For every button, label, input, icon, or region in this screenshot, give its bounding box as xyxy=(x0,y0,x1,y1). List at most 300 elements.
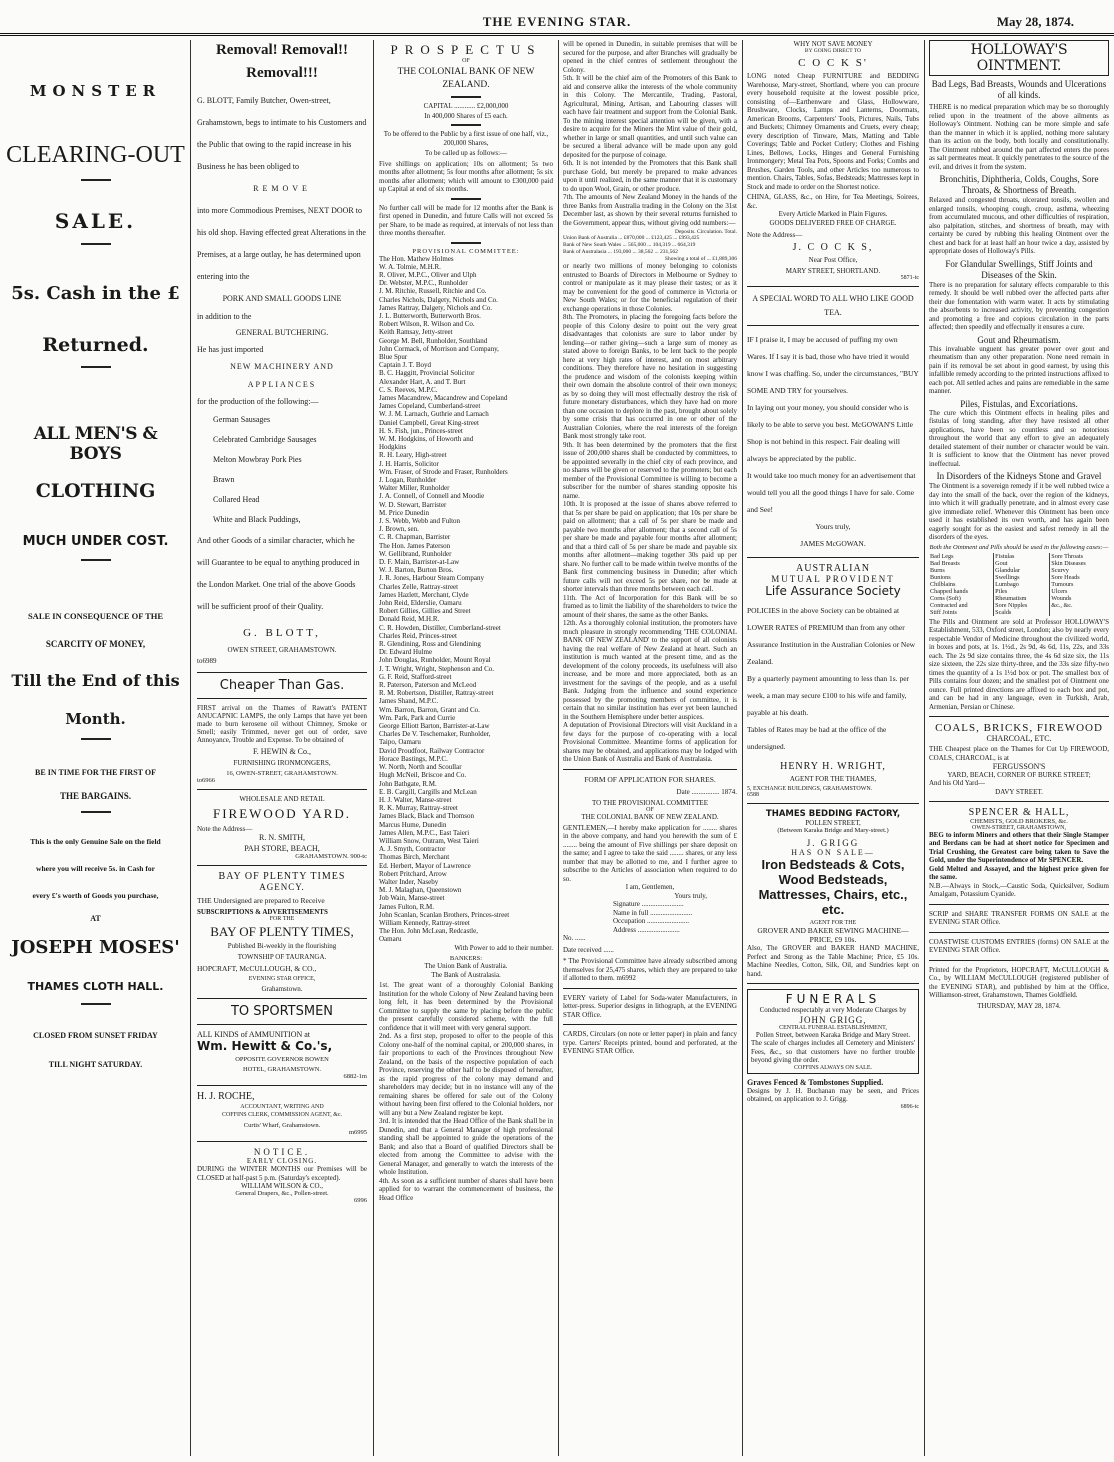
ad-text: Published Bi-weekly in the flourishing xyxy=(227,942,337,950)
ad-text: THE Undersigned are prepared to Receive xyxy=(197,896,325,905)
ad-text: G. BLOTT, Family Butcher, Owen-street, Grahamstown, begs to intimate to his Customers and the Public that owing to the rapid increase in his Business he has been obliged to xyxy=(197,96,367,171)
table-cell: Gout xyxy=(994,560,1050,567)
ad-heading: J. C O C K S, xyxy=(792,242,874,253)
list-item: Celebrated Cambridge Sausages xyxy=(213,435,317,444)
committee-member: John Douglas, Runholder, Mount Royal xyxy=(379,656,491,665)
divider xyxy=(563,988,737,989)
ad-text: OPPOSITE GOVERNOR BOWEN xyxy=(235,1056,329,1063)
divider xyxy=(929,716,1109,717)
table-row: Union Bank of Australia ... £870,000 ... £123,425 ... £993,425 xyxy=(563,235,700,241)
ad-heading: NOTICE. xyxy=(253,1147,311,1157)
imprint: Printed for the Proprietors, HOPCRAFT, McCULLOUGH & Co., by WILLIAM McCULLOUGH (registered publisher of the EVENING STAR), and published by him at the Office, Williamson-street, Grahamstown, Thames Goldfield. xyxy=(929,965,1109,999)
list-item: Brawn xyxy=(213,475,235,484)
body-text: 11th. The Act of Incorporation for this Bank will be so framed as to limit the liability of the shareholders to twice the amount of their shares, the same as the other Banks. xyxy=(563,593,737,619)
committee-member: B. C. Haggitt, Provincial Solicitor xyxy=(379,369,475,378)
ad-subheading: Gout and Rheumatism. xyxy=(977,334,1061,345)
ad-text: DAVY STREET. xyxy=(995,787,1043,796)
body-text: or nearly two millions of money belonging to colonists entrusted to Boards of Directors in Melbourne or Sydney to control or manipulate as it may please their tastes; or as it may be convenient for the good of commerce in Victoria or New South Wales; or for the beneficial regulation of their exchange operations in those Colonies. xyxy=(563,262,737,313)
table-cell: Contracted and xyxy=(930,601,968,609)
ad-text: CLOSED FROM SUNSET FRIDAY xyxy=(33,1031,158,1040)
divider xyxy=(81,559,111,561)
ad-text: AGENT FOR THE THAMES, xyxy=(789,775,877,783)
committee-member: J. M. Ritchie, Russell, Ritchie and Co. xyxy=(379,287,487,296)
ad-text: into more Commodious Premises, NEXT DOOR to his old shop. Having effected great Alterations in the Premises, at a large outlay, he has determined upon entering into the xyxy=(197,206,366,281)
ad-text: REMOVE xyxy=(253,184,311,193)
committee-member: James Rattray, Dalgety, Nichols and Co. xyxy=(379,303,493,312)
ad-address: 5, EXCHANGE BUILDINGS, GRAHAMSTOWN. xyxy=(747,786,873,792)
committee-heading: PROVISIONAL COMMITTEE: xyxy=(412,247,520,255)
body-text: To be offered to the Public by a first issue of one half, viz., 200,000 Shares, xyxy=(383,130,549,147)
committee-member: Wm. Fraser, of Strode and Fraser, Runholders xyxy=(379,467,508,476)
ad-text: N.B.—Always in Stock,—Caustic Soda, Quicksilver, Sodium Amalgam, Potassium Cyanide. xyxy=(929,881,1109,898)
ad-heading: SPENCER & HALL, xyxy=(968,806,1070,818)
ad-heading: CLEARING-OUT xyxy=(6,142,185,168)
committee-member: Donald Reid, M.H.R. xyxy=(379,615,440,624)
committee-member: David Proudfoot, Railway Contractor xyxy=(379,746,485,755)
ad-text: BY GOING DIRECT TO xyxy=(804,48,862,54)
ad-text: BEG to inform Miners and others that their Single Stamper and Berdans can be had at short notice for Specimen and Trial Crushing, the Greatest care being taken to Save the Gold, under the Superintendence of Mr SPENCER. xyxy=(929,830,1109,864)
ad-text: There is no preparation for salutary effects comparable to this remedy. It should be well rubbed over the affected parts after their due fomentation with warm water. It acts by stimulating the absorbents to increased activity, by preventing congestion and promoting a free and copious circulation in the parts affected; then speedily and effectually it ensures a cure. xyxy=(929,280,1109,331)
ad-text: CHEMISTS, GOLD BROKERS, &c. xyxy=(970,817,1068,825)
form-field: Occupation ........................ xyxy=(613,917,690,925)
table-cell: Glandular xyxy=(994,567,1050,574)
ad-heading: C O C K S' xyxy=(798,57,868,69)
ad-text: Also, The GROVER and BAKER HAND MACHINE, Perfect and Strong as the Table Machine; Price, £5 10s. Machine Needles, Cotton, Silk, Oil, and Sundries kept on hand. xyxy=(747,944,919,978)
ad-subheading: Piles, Fistulas, and Excoriations. xyxy=(960,398,1078,409)
table-cell: Piles xyxy=(994,588,1050,595)
ad-heading: BAY OF PLENTY TIMES xyxy=(218,871,346,882)
committee-member: M. J. Malaghan, Queenstown xyxy=(379,886,462,895)
form-to: TO THE PROVISIONAL COMMITTEE xyxy=(592,798,708,807)
committee-member: Hugh McNeil, Briscoe and Co. xyxy=(379,771,467,780)
ad-heading: THAMES CLOTH HALL. xyxy=(27,980,164,993)
form-text: Yours truly, xyxy=(674,891,707,900)
committee-member: Robert Pritchard, Arrow xyxy=(379,869,447,878)
table-cell: Chapped hands xyxy=(930,587,968,595)
ad-text: The scale of charges includes all Cemetery and Ministers' Fees, &c., so that customers have no further trouble beyond giving the order. xyxy=(751,1039,915,1064)
divider xyxy=(197,865,367,866)
ad-heading: THAMES BEDDING FACTORY, xyxy=(765,809,901,819)
imprint-date: THURSDAY, MAY 28, 1874. xyxy=(977,1001,1061,1010)
ad-text: The Pills and Ointment are sold at Professor HOLLOWAY'S Establishment, 533, Oxford street, London; also by nearly every respectable Vendor of Medicine throughout the civilized world, in boxes and pots, at 1s. 1½d., 2s 9d, 4s 6d, 11s, 22s, and 33s each. The 2s 9d size contains three, the 4s 6d size six, the 11s size sixteen, the 22s size thirty-three, and the 33s size fifty-two times the quantity of a 1s 1½d box or pot. The smallest box of Pills contains four dozen; and the smallest pot of Ointment one ounce. Full printed directions are affixed to each box and pot, and can be had in any language, even in Turkish, Arab, Armenian, Persian or Chinese. xyxy=(929,617,1109,711)
body-text: 1st. The great want of a thoroughly Colonial Banking Institution for the whole Colony of New Zealand having been long felt, it has been determined by the Provisional Committee to supply the same by placing before the public the present carefully considered scheme, with the full confidence that it will meet with very general support. xyxy=(379,981,553,1032)
ad-heading: A SPECIAL WORD TO ALL WHO LIKE GOOD TEA. xyxy=(752,294,914,317)
ad-heading: CLOTHING xyxy=(35,480,156,502)
ad-text: TOWNSHIP OF TAURANGA. xyxy=(237,953,327,961)
ad-text: AT xyxy=(90,914,101,923)
ad-text: COFFINS ALWAYS ON SALE. xyxy=(793,1064,872,1071)
committee-member: James Copeland, Cumberland-street xyxy=(379,402,481,411)
ad-heading: FUNERALS xyxy=(785,992,881,1006)
committee-member: Daniel Campbell, Great King-street xyxy=(379,418,479,427)
ad-text: And other Goods of a similar character, which he will Guarantee to be equal to anything produced in the London Market. One trial of the above Goods will be sufficient proof of their Quality. xyxy=(197,536,360,611)
mcgowan-ad xyxy=(747,331,919,552)
table-cell: Rheumatism xyxy=(994,595,1050,602)
committee-member: Charles De V. Teschemaker, Runholder, xyxy=(379,730,491,739)
committee-member: Blue Spur xyxy=(379,352,408,361)
ad-text: This is the only Genuine Sale on the field xyxy=(30,837,161,846)
committee-member: W. North, North and Scoullar xyxy=(379,763,462,772)
committee-member: Taipo, Oamaru xyxy=(379,738,421,747)
committee-member: Dr. Edward Hulme xyxy=(379,648,433,657)
table-cell: Corns (Soft) xyxy=(930,594,961,602)
table-cell: Tumours xyxy=(1050,581,1109,588)
ad-heading: Cheaper Than Gas. xyxy=(219,678,345,693)
divider xyxy=(81,243,111,245)
ad-ref: to6989 xyxy=(197,657,217,665)
ad-text: Near Post Office, xyxy=(808,256,858,264)
divider xyxy=(747,983,919,984)
ad-text: Curtis' Wharf, Grahamstown. xyxy=(243,1122,321,1129)
divider xyxy=(81,811,111,813)
body-text: Five shillings on application; 10s on allotment; 5s two months after allotment; 5s four months after allotment; 5s six months after allotment; which will amount to £300,000 paid up Capital at end of six months. xyxy=(379,159,553,193)
divider xyxy=(81,738,111,740)
committee-member: Job Wain, Manse-street xyxy=(379,894,445,903)
ad-text: Designs by J. H. Buchanan may be seen, and Prices obtained, on application to J. Grigg. xyxy=(747,1086,919,1103)
list-item: German Sausages xyxy=(213,415,271,424)
committee-member: James Fulton, R.M. xyxy=(379,902,435,911)
column-6-ads xyxy=(926,40,1112,1456)
committee-member: R. M. Robertson, Distiller, Rattray-street xyxy=(379,689,494,698)
table-row xyxy=(929,595,1109,602)
body-text: 8th. The Promoters, in placing the foregoing facts before the people of this Colony desire to point out the very great disadvantages that colonists are sure to labor under by lending—or rather giving—such a large sum of money as stated above to foreign Banks, to be lent back to the people here at very high rates of interest, and on most arbitrary conditions. They therefore have no hesitation in suggesting the prudence and wisdom of the colonists keeping within their own domain the absolute control of their own moneys; as by so doing they will most effectually destroy the risk of future monetary disturbances, which they have had on more than one occasion to deplore in the past, brought about solely by some crisis that has occurred in one or other of the Australian Colonies, where the real interests of the foreign Bank most strongly take root. xyxy=(563,313,737,440)
committee-member: Robert Gillies, Gillies and Street xyxy=(379,607,471,616)
ad-text: CARDS, Circulars (on note or letter paper) in plain and fancy type. Carters' Receipts printed, bound and perforated, at the EVENING STAR Office. xyxy=(563,1030,737,1055)
issue-date: May 28, 1874. xyxy=(996,14,1074,29)
divider xyxy=(197,789,367,790)
ad-heading: Removal! Removal!! xyxy=(215,42,349,58)
ad-heading: MUTUAL PROVIDENT xyxy=(771,574,895,584)
ad-heading: CHARCOAL, ETC. xyxy=(986,734,1052,743)
committee-member: The Hon. Mathew Holmes xyxy=(379,254,454,263)
divider xyxy=(929,904,1109,905)
ad-heading: HOLLOWAY'S OINTMENT. xyxy=(970,42,1068,74)
divider xyxy=(747,803,919,804)
ad-text: EVENING STAR OFFICE, xyxy=(248,976,316,982)
committee-member: E. B. Cargill, Cargills and McLean xyxy=(379,787,477,796)
form-to: OF xyxy=(646,806,654,813)
ad-heading: WHY NOT SAVE MONEY xyxy=(793,40,873,48)
ad-text: Tables of Rates may be had at the office of the undersigned. xyxy=(747,725,887,751)
blott-ad xyxy=(197,90,367,667)
ad-text: WHOLESALE AND RETAIL xyxy=(239,795,325,803)
ad-text: Note the Address— xyxy=(197,825,253,833)
committee-member: William Kennedy, Rattray-street xyxy=(379,918,470,927)
divider xyxy=(197,1024,367,1025)
ad-heading: Removal!!! xyxy=(246,65,318,81)
divider xyxy=(929,960,1109,961)
prospectus-of: OF xyxy=(462,58,470,64)
ad-text: THE Cheapest place on the Thames for Cut Up FIREWOOD, COALS, CHARCOAL, is at xyxy=(929,745,1109,762)
table-cell: Skin Diseases xyxy=(1050,560,1109,567)
form-text: I am, Gentlemen, xyxy=(625,883,675,891)
ad-heading: J. GRIGG xyxy=(806,838,860,848)
committee-member: J. T. Wright, Wright, Stephenson and Co. xyxy=(379,664,494,673)
ad-subheading: For Glandular Swellings, Stiff Joints and Diseases of the Skin. xyxy=(945,258,1093,280)
table-cell: Chilblains xyxy=(930,580,956,588)
table-cell: Sore Throats xyxy=(1050,553,1109,560)
table-row xyxy=(929,574,1109,581)
column-rule xyxy=(373,40,374,1456)
committee-member: Oamaru xyxy=(379,935,402,944)
ad-subheading: In Disorders of the Kidneys Stone and Gravel xyxy=(936,471,1102,481)
ad-text: APPLIANCES xyxy=(247,380,317,389)
ad-text: GROVER AND BAKER SEWING MACHINE—PRICE, £9 10s. xyxy=(757,926,909,944)
ad-subheading: Bronchitis, Diphtheria, Colds, Coughs, Sore Throats, & Shortness of Breath. xyxy=(939,174,1099,195)
table-row xyxy=(929,553,1109,560)
committee-member: M. Price Dunedin xyxy=(379,508,429,517)
ad-address: MARY STREET, SHORTLAND. xyxy=(785,267,881,275)
committee-member: Horace Bastings, M.P.C. xyxy=(379,754,448,763)
committee-member: A. J. Smyth, Contractor xyxy=(379,845,446,854)
committee-member: George Elliott Barton, Barrister-at-Law xyxy=(379,722,490,731)
ad-text: And his Old Yard— xyxy=(929,779,986,787)
committee-member: John Scanlan, Scanlan Brothers, Princes-street xyxy=(379,910,510,919)
ad-text: SALE IN CONSEQUENCE OF THE xyxy=(27,611,164,621)
ad-text: Returned. xyxy=(42,334,149,356)
ad-address: OWEN STREET, GRAHAMSTOWN. xyxy=(227,646,337,654)
committee-member: C. R. Chapman, Barrister xyxy=(379,533,451,542)
table-cell: Fistulas xyxy=(994,553,1050,560)
ad-text: Gold Melted and Assayed, and the highest price given for the same. xyxy=(929,864,1109,881)
ad-text: THE BARGAINS. xyxy=(59,791,131,801)
committee-member: J. H. Harris, Solicitor xyxy=(379,459,439,468)
ad-text: SCARCITY OF MONEY, xyxy=(45,639,146,649)
committee-list xyxy=(379,255,553,944)
ad-ref: m6995 xyxy=(348,1129,367,1136)
committee-member: W. A. Tolmie, M.H.R. xyxy=(379,262,441,271)
table-cell: Swellings xyxy=(994,574,1050,581)
ad-text: TILL NIGHT SATURDAY. xyxy=(48,1060,143,1069)
holloway-header xyxy=(929,40,1109,76)
ad-heading: Graves Fenced & Tombstones Supplied. xyxy=(747,1077,884,1087)
ad-ref: 6996 xyxy=(354,1197,367,1204)
table-cell: Bunions xyxy=(930,573,951,581)
ad-text: WILLIAM WILSON & CO., xyxy=(240,1182,324,1190)
form-heading: FORM OF APPLICATION FOR SHARES. xyxy=(584,774,716,784)
body-text: To be called up as follows:— xyxy=(424,149,508,157)
committee-member: John Reid, Elderslie, Oamaru xyxy=(379,599,462,608)
committee-member: Thomas Birch, Merchant xyxy=(379,853,450,862)
committee-member: George M. Bell, Runholder, Southland xyxy=(379,336,488,345)
ad-text: Yours truly, xyxy=(815,522,851,531)
committee-member: Walter Inder, Naseby xyxy=(379,877,439,886)
ad-text: DURING the WINTER MONTHS our Premises will be CLOSED at half-past 5 p.m. (Saturday's excepted). xyxy=(197,1165,367,1182)
column-2-ads xyxy=(194,40,370,1456)
committee-member: C. R. Howden, Distiller, Cumberland-street xyxy=(379,623,501,632)
column-3-prospectus xyxy=(376,40,556,1456)
ad-text: PORK AND SMALL GOODS LINE xyxy=(222,294,342,303)
committee-member: The Hon. John McLean, Redcastle, xyxy=(379,927,478,936)
committee-member: William Snow, Outram, West Taieri xyxy=(379,836,479,845)
ad-text: OWEN-STREET, GRAHAMSTOWN, xyxy=(972,824,1066,831)
committee-member: R. Oliver, M.P.C., Oliver and Ulph xyxy=(379,270,477,279)
divider xyxy=(197,1141,367,1142)
ad-text: MUCH UNDER COST. xyxy=(22,534,169,549)
table-cell: Stiff Joints xyxy=(930,608,957,616)
committee-member: Keith Ramsay, Jetty-street xyxy=(379,328,453,337)
ad-text: in addition to the xyxy=(197,312,252,321)
ad-text: SCRIP and SHARE TRANSFER FORMS ON SALE at the EVENING STAR Office. xyxy=(929,909,1109,926)
table-row: Bank of New South Wales ... 565,000 ... 104,319 ... 664,319 xyxy=(563,242,696,248)
committee-member: C. S. Reeves, M.P.C. xyxy=(379,385,438,394)
form-date: Date ................ 1874. xyxy=(676,787,737,796)
ad-text: R. N. SMITH, xyxy=(258,833,305,842)
table-cell: Scurvy xyxy=(1050,567,1109,574)
ad-text: Grahamstown. xyxy=(261,985,303,993)
ad-address: 16, OWEN-STREET, GRAHAMSTOWN. xyxy=(226,770,338,777)
committee-member: R. Paterson, Paterson and McLeod xyxy=(379,681,477,690)
ad-heading: JOSEPH MOSES' xyxy=(11,937,180,958)
ad-text: SUBSCRIPTIONS & ADVERTISEMENTS xyxy=(197,908,328,916)
column-1-moses-sale xyxy=(3,40,188,1456)
ad-text: ALL KINDS of AMMUNITION at xyxy=(197,1030,311,1039)
table-cell: Bad Legs xyxy=(930,552,954,560)
divider xyxy=(747,557,919,558)
column-rule xyxy=(924,40,925,1456)
table-row xyxy=(929,581,1109,588)
ad-text: Every Article Marked in Plain Figures. xyxy=(778,210,888,218)
ad-signature: JAMES McGOWAN. xyxy=(800,539,866,548)
divider xyxy=(197,1085,367,1086)
table-cell: Ulcers xyxy=(1050,588,1109,595)
masthead xyxy=(0,0,1114,36)
committee-member: Wm. Barron, Barron, Grant and Co. xyxy=(379,705,480,714)
ad-text: AGENT FOR THE xyxy=(809,920,857,926)
body-text: 2nd. As a first step, proposed to offer to the people of this Colony one-half of the nominal capital, or 200,000 shares, in fair proportions to each of the Provinces throughout New Zealand, on the basis of the respective population of each Province, reserving the other half to be disposed of hereafter, as the rapid progress of the colony may demand and shareholders may decide; but in no instance will any of the remaining shares be offered for sale out of the Colony without having been first offered to the Colonial holders, nor will any but a New Zealand register be kept. xyxy=(379,1032,553,1117)
committee-member: H. J. Walter, Manse-street xyxy=(379,795,452,804)
ad-text: 5s. Cash in the £ xyxy=(11,283,180,304)
ad-heading: TO SPORTSMEN xyxy=(230,1004,334,1019)
committee-member: Marcus Hume, Dunedin xyxy=(379,820,447,829)
body-text: A deputation of Provisional Directors will visit Auckland in a few days for the purpose of co-operating with a local Provisional Committee. Meantime forms of application for shares may be obtained, and applications may be lodged with the Union Bank of Australia and Bank of Australasia. xyxy=(563,721,737,763)
ad-ref: 6588 xyxy=(747,792,759,798)
cases-table xyxy=(929,553,1109,616)
table-row xyxy=(929,588,1109,595)
ad-heading: ALL MEN'S & BOYS xyxy=(33,424,158,464)
ad-text: BE IN TIME FOR THE FIRST OF xyxy=(35,768,156,777)
form-field: Name in full ........................ xyxy=(613,908,693,917)
table-row xyxy=(929,602,1109,609)
committee-member: J. R. Jones, Harbour Steam Company xyxy=(379,574,484,583)
ad-text: COASTWISE CUSTOMS ENTRIES (forms) ON SALE at the EVENING STAR Office. xyxy=(929,937,1109,954)
ad-text: Month. xyxy=(65,710,126,728)
ad-heading: AGENCY. xyxy=(259,882,305,892)
ad-text: Note the Address— xyxy=(747,230,803,239)
prospectus-heading: PROSPECTUS xyxy=(390,42,542,57)
divider xyxy=(81,179,111,181)
committee-member: W. Gellibrand, Runholder xyxy=(379,549,452,558)
body-text: 4th. As soon as a sufficient number of shares shall have been applied for to warrant the commencement of business, the Head Office xyxy=(379,1176,553,1202)
committee-member: Charles Zelle, Rattray-street xyxy=(379,582,459,591)
ad-heading: H. J. ROCHE, xyxy=(197,1091,255,1102)
divider xyxy=(563,1024,737,1025)
divider xyxy=(747,325,919,326)
ad-ref: 6882-1m xyxy=(343,1073,367,1080)
funerals-ad xyxy=(747,989,919,1074)
body-text: 3rd. It is intended that the Head Office of the Bank shall be in Dunedin, and that a General Manager of high professional standing shall be appointed to guide the operations of the Bank; and also that a Board of qualified Directors shall be elected from among the Committee to advise with the General Manager, and generally to watch the interests of the whole Institution. xyxy=(379,1117,553,1177)
divider xyxy=(197,698,367,699)
ad-heading: SALE. xyxy=(54,209,137,233)
ad-text: Conducted respectably at very Moderate Charges by xyxy=(759,1006,907,1014)
ad-heading: FIREWOOD YARD. xyxy=(212,806,352,821)
divider xyxy=(929,932,1109,933)
table-row: Bank of Australasia ... 193,000 ... 38,562 ... 231,562 xyxy=(563,249,678,255)
committee-member: R. Glendining, Ross and Glendining xyxy=(379,640,481,649)
table-cell: Bad Breasts xyxy=(930,559,960,567)
form-to: THE COLONIAL BANK OF NEW ZEALAND. xyxy=(581,812,719,821)
ad-text: The cure which this Ointment effects in healing piles and fistulas of long standing, after they have resisted all other applications, have been so countless and so notorious throughout the world that any effort to give an adequately detailed statement of their number or character would be vain. It is sufficient to know that the Ointment has never proved ineffectual. xyxy=(929,408,1109,468)
table-row xyxy=(929,567,1109,574)
table-cell: Sore Nipples xyxy=(994,602,1050,609)
table-header: Deposits. Circulation. Total. xyxy=(675,229,737,235)
body-text: 9th. It has been determined by the promoters that the first issue of 200,000 shares shall be conducted by committees, to be appointed severally in the chief city of each province, and no shares will be given or reserved to the promoters; but each member of the Provisional Committee is willing to become a subscriber for the number of shares standing opposite his name. xyxy=(563,440,737,500)
ad-text: HAS ON SALE— xyxy=(791,848,875,857)
ad-text: Both the Ointment and Pills should be used in the following cases:— xyxy=(929,543,1109,551)
ad-text: (Between Karaka Bridge and Mary-street.) xyxy=(777,827,889,834)
ad-text: ACCOUNTANT, WRITING AND xyxy=(240,1104,324,1110)
divider xyxy=(81,366,111,368)
ad-subheading: Bad Legs, Bad Breasts, Wounds and Ulcerations of all kinds. xyxy=(931,79,1107,100)
form-field: Address ........................ xyxy=(613,925,680,934)
committee-member: D. F. Main, Barrister-at-Law xyxy=(379,558,460,567)
capital: CAPITAL ............ £2,000,000 xyxy=(423,102,509,110)
committee-member: J. L. Butterworth, Butterworth Bros. xyxy=(379,311,481,320)
ad-heading: Life Assurance Society xyxy=(765,584,901,598)
ad-signature: G. BLOTT, xyxy=(243,627,321,639)
column-rule xyxy=(190,40,191,1456)
form-text: GENTLEMEN,—I hereby make application for ........ shares in the above company, and hand you herewith the sum of £ ........ being the amount of Five shillings per share deposit on the same; and I agree to take the said ........ shares, or any less number that may be allotted to me, and I further agree to subscribe to the Articles of association when required to do so. xyxy=(563,823,737,883)
committee-member: Robert Wilson, R. Wilson and Co. xyxy=(379,320,475,329)
ad-text: NEW MACHINERY AND xyxy=(230,362,334,371)
ad-text: FERGUSSON'S xyxy=(992,762,1046,771)
ad-text: F. HEWIN & Co., xyxy=(252,747,312,756)
divider xyxy=(451,198,481,200)
bank-name: THE COLONIAL BANK OF NEW ZEALAND. xyxy=(397,67,535,90)
committee-member: W. M. Hodgkins, of Howorth and xyxy=(379,434,474,443)
ad-text: Relaxed and congested throats, ulcerated tonsils, swollen and enlarged tonsils, whooping cough, croup, asthma, wheezing from accumulated mucous, and other difficulties of respiration, also palpitation, stitches, and shortness of breath, may with certainty be cured by rubbing this healing Ointment over the chest and back for at least half an hour twice a day, assisted by appropriate doses of Holloway's Pills. xyxy=(929,196,1109,255)
ad-text: HOTEL, GRAHAMSTOWN. xyxy=(242,1066,322,1073)
ad-text: By a quarterly payment amounting to less than 1s. per week, a man may secure £100 to his wife and family, payable at his death. xyxy=(747,674,910,717)
body-text: No further call will be made for 12 months after the Bank is first opened in Dunedin, and future Calls will not exceed 5s per Share, to be made as required, at intervals of not less than three months thereafter. xyxy=(379,203,553,237)
ad-text: Pollen Street, between Karaka Bridge and Mary Street. xyxy=(755,1030,911,1039)
body-text: The Union Bank of Australia. xyxy=(424,962,508,971)
committee-member: Hodgkins xyxy=(379,443,407,452)
ad-heading: JOHN GRIGG, xyxy=(799,1014,867,1025)
ad-ref: 5871-tc xyxy=(900,275,919,281)
body-text: 10th. It is proposed at the issue of shares above referred to that 5s per share be paid on application; that 10s per share be paid on allotment; that a call of 5s per share be made and payable two months after allotment; that a second call of 5s per share be made and payable four months after allotment; and that a third call of 5s per share be made and payable six months after allotment—making together 30s paid up per share. No further call to be made within twelve months of the Bank first commencing business in Dunedin; after which future calls will not exceed 5s per share, nor be made at shorter intervals than three months between each call. xyxy=(563,500,737,593)
body-text: The Bank of Australasia. xyxy=(431,970,501,979)
newspaper-title: THE EVENING STAR. xyxy=(482,14,632,29)
ad-text: THERE is no medical preparation which may be so thoroughly relied upon in the treatment of the above ailments as Holloway's Ointment. Nothing can be more simple and safe than the manner in which it is applied, nothing more salutary than its action on the body, both locally and constitutionally. The Ointment rubbed around the part affected enters the pores as salt permeates meat. It quickly penetrates to the source of the evil, and drives it from the system. xyxy=(929,103,1109,171)
divider xyxy=(81,1003,111,1005)
table-cell: Burns xyxy=(930,566,945,574)
form-field: Date received ...... xyxy=(563,945,614,954)
ad-heading: Iron Bedsteads & Cots, Wood Bedsteads, Mattresses, Chairs, etc., etc. xyxy=(758,857,908,917)
committee-member: James Hazlett, Merchant, Clyde xyxy=(379,590,469,599)
divider xyxy=(451,242,481,244)
ad-text: In laying out your money, you should consider who is likely to be able to serve you best. McGOWAN'S Little Shop is not behind in this respect. Fair dealing will always be appreciated by the public. xyxy=(747,403,913,463)
ad-text: GENERAL BUTCHERING. xyxy=(235,328,329,337)
ad-text: for the production of the following:— xyxy=(197,397,319,406)
ad-text: IF I praise it, I may be accused of puffing my own Wares. If I say it is bad, those who have tried it would know I was chaffing. So, under the circumstances, "BUY SOME AND TRY for yourselves. xyxy=(747,335,919,395)
divider xyxy=(197,672,367,673)
committee-member: John Bathgate, R.M. xyxy=(379,779,437,788)
ad-heading: AUSTRALIAN xyxy=(796,563,870,574)
column-4-prospectus-cont xyxy=(560,40,740,1456)
divider xyxy=(929,801,1109,802)
list-item: Collared Head xyxy=(213,495,260,504)
